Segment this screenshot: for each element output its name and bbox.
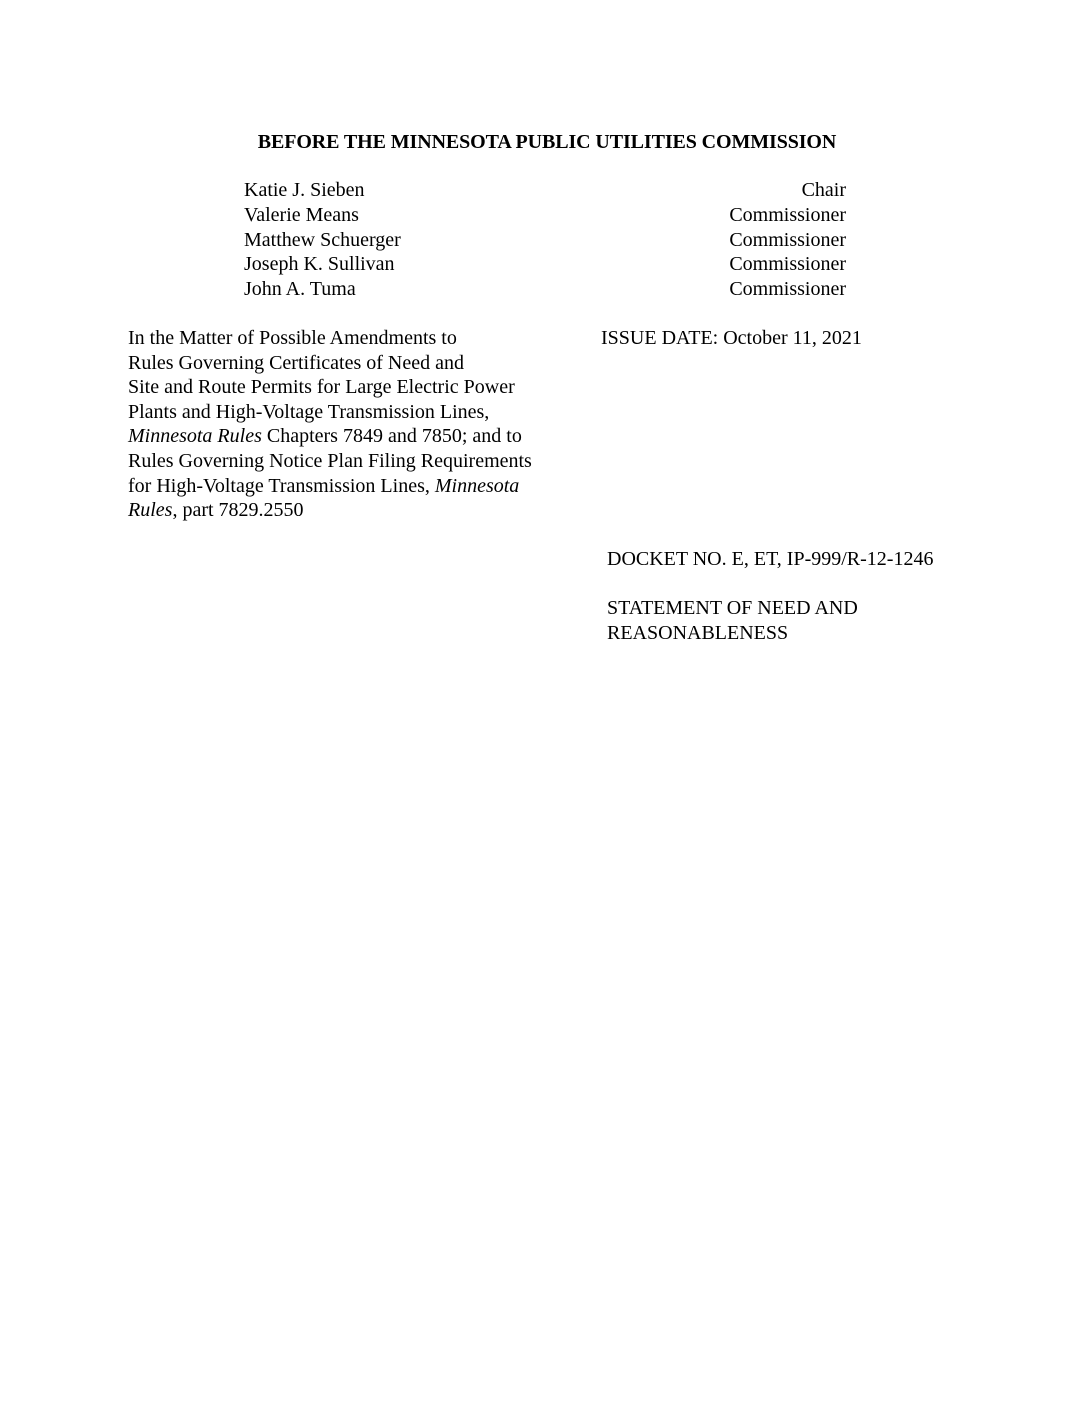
italic-citation: Minnesota — [434, 474, 520, 497]
matter-line: In the Matter of Possible Amendments to — [128, 327, 457, 349]
matter-caption — [128, 326, 568, 523]
document-title-line: STATEMENT OF NEED AND — [607, 597, 858, 619]
matter-line: Rules Governing Notice Plan Filing Requirements — [128, 449, 532, 472]
commissioner-list — [244, 178, 846, 302]
commissioner-row — [244, 252, 846, 277]
commissioner-name: Katie J. Sieben — [244, 179, 365, 201]
commissioner-title: Commissioner — [729, 228, 846, 251]
issue-date: ISSUE DATE: October 11, 2021 — [601, 327, 862, 349]
italic-citation: Minnesota Rules — [128, 425, 262, 448]
matter-line — [128, 424, 568, 449]
commissioner-name: Valerie Means — [244, 203, 359, 226]
commissioner-name: Matthew Schuerger — [244, 228, 401, 251]
matter-text: for High-Voltage Transmission Lines, — [128, 474, 435, 497]
commissioner-row — [244, 203, 846, 228]
commissioner-title: Commissioner — [729, 253, 846, 276]
document-heading: BEFORE THE MINNESOTA PUBLIC UTILITIES COMMISSION — [257, 131, 837, 153]
commissioner-title: Chair — [801, 179, 846, 201]
commissioner-name: John A. Tuma — [244, 278, 356, 301]
matter-text: , part 7829.2550 — [172, 499, 304, 522]
commissioner-name: Joseph K. Sullivan — [244, 253, 395, 276]
commissioner-row — [244, 277, 846, 302]
commissioner-row — [244, 228, 846, 253]
matter-line — [128, 474, 568, 499]
matter-line: Plants and High-Voltage Transmission Lines, — [128, 400, 490, 423]
document-title-line: REASONABLENESS — [607, 621, 789, 644]
matter-line — [128, 498, 568, 523]
docket-number: DOCKET NO. E, ET, IP-999/R-12-1246 — [607, 548, 934, 570]
matter-line: Rules Governing Certificates of Need and — [128, 351, 465, 374]
document-title — [607, 596, 858, 645]
commissioner-row — [244, 178, 846, 203]
italic-citation: Rules — [128, 499, 173, 522]
commissioner-title: Commissioner — [729, 203, 846, 226]
matter-text: Chapters 7849 and 7850; and to — [261, 425, 522, 448]
matter-line: Site and Route Permits for Large Electric Power — [128, 376, 515, 399]
commissioner-title: Commissioner — [729, 278, 846, 301]
